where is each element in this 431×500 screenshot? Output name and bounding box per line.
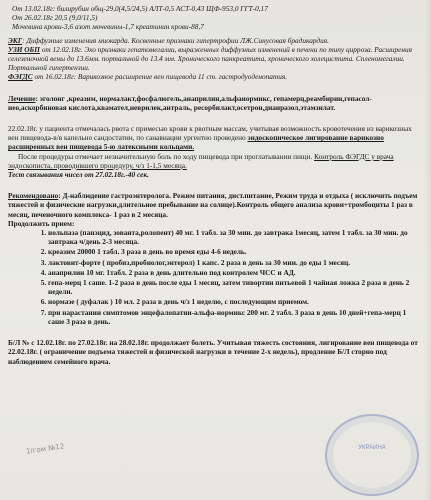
rec-paragraph [8, 191, 423, 219]
medication-list [8, 228, 423, 326]
fegds-label: ФЭГДС [8, 72, 33, 82]
lab-results [8, 4, 423, 32]
official-stamp [325, 414, 419, 496]
rec-label: Рекомендовано [8, 191, 59, 201]
medication-item: 5. гепа-мерц 1 саше. 1-2 раза в день после еды 1 месяц, затем тивортин питьевой 1 чайная ложка 2 раза в день 2 недели. [48, 278, 423, 296]
treatment-paragraph [8, 94, 423, 112]
fegds-paragraph [8, 72, 423, 81]
page-fold-shadow [425, 0, 431, 500]
event-paragraph-2 [8, 152, 423, 170]
lab-line-1: От 13.02.18г: билирубин общ-29,0(4,5/24,5) АЛТ-0,5 АСТ-0,43 ЩФ-953,0 ГГТ-0,17 [12, 4, 268, 13]
medication-item: 3. лактовит-форте ( пробиз,пробиолог,энтерол) 1 капс. 2 раза в день за 30 мин. до еды 1 месяц. [48, 258, 423, 267]
ekg-label: ЭКГ [8, 35, 23, 45]
ekg-paragraph [8, 36, 423, 45]
lab-line-3: Мочевина крови-3,6 азот мочевины-1,7 креатинин крови-88,7 [12, 22, 204, 32]
event-text-2: После процедуры отмечает незначительную боль по ходу пищевода при проглатывании пищи. [18, 151, 315, 161]
sick-leave-text: Б/Л № с 12.02.18г. по 27.02.18г. на 28.02.18г. продолжает болеть. Учитывая тяжесть состояния, лигирование вен пищевода от 22.02.18г. ( ограничение подъема тяжестей и физической нагрузки в течение 2-х недель), продление Б/Л сторно под наблюдением семейного врача. [8, 338, 418, 366]
uzi-label: УЗИ ОБП [8, 44, 40, 54]
recommendations-block [8, 191, 423, 326]
treatment-label: Лечение [8, 93, 36, 103]
ekg-text: : Диффузные изменения миокарда. Косвенные признаки гипертрофии ЛЖ.Синусовая брадикардия. [22, 35, 329, 45]
medication-item: 1. нольпаза (панэцид, зованта,ролопент) 40 мг. 1 табл. за 30 мин. до завтрака 1месяц, затем 1 табл. за 30 мин. до завтрака ч/день 2-3 месяца. [48, 228, 423, 246]
number-test: Тест связывания чисел от 27.02.18г.-40 сек. [8, 170, 149, 180]
medication-item: 6. нормазе ( дуфалак ) 10 мл. 2 раза в день ч/з 1 неделю, с последующим приемом. [48, 297, 423, 306]
event-procedure: эндоскопическое лигирование варикозно расширенных вен пищевода 5-ю латексными кольцами. [8, 133, 384, 152]
footer-block [8, 338, 423, 366]
treatment-text: : эголонг ,креазим, нормалакт,фосфалюгель,анаприлин,альфанормикс, гепамерц,реамбирин,гепасол-нео,аскорбиновая кислота,квамател,неврилек,антраль, ресорбилакт,осетрон,дианразол,этамзилат. [8, 93, 372, 112]
rec-continue: Продолжить прием: [8, 218, 75, 228]
event-block [8, 124, 423, 179]
treatment-block [8, 94, 423, 112]
handwritten-note: 1/гом №12 [25, 442, 65, 456]
event-control: Контроль ФЭГДС у врача эндоскописта, проводившего процедуру, ч/з 1-1,5 месяца. [8, 151, 394, 170]
medication-item: 2. креазим 20000 1 табл. 3 раза в день во время еды 4-6 недель. [48, 247, 423, 256]
exams-block [8, 36, 423, 82]
uzi-paragraph [8, 45, 423, 73]
fegds-text: от 16.02.18г: Варикозное расширение вен пищевода 11 ст. гастродуоденопатия. [32, 72, 288, 82]
lab-line-2: От 26.02.18г 20,5 (9,0/11,5) [12, 13, 98, 23]
medication-item: 4. анаприлин 10 мг. 1табл. 2 раза в день длительно под контролем ЧСС и АД. [48, 268, 423, 277]
rec-text: : Д-наблюдение гастроэнтеролога. Режим питания, дист.питание, Режим труда и отдыха ( исключить подъем тяжестей и физические нагрузки,длительное пребывание на солнце).Контроль общего анализа крови+тромбоциты 1 раз в месяц, печеночного комплекса- 1 раз в 2 месяца. [8, 191, 418, 219]
stamp-text: УКРАИНА [358, 445, 386, 451]
event-paragraph-1 [8, 124, 423, 152]
uzi-text: от 12.02.18г. Эхо признаки гепатомегалии, выраженных диффузных изменений в печени по типу цирроза. Расширения селезеночной вены до 13.6мм. портальной до 13.4 мм. Хронического панкреатита, хронического холецистита. Спленомегалии. Портальной гипертензии. [8, 44, 413, 73]
event-text-1: 22.02.18г. у пациента отмечалась рвота с примесью крови к рвотным массам, учитывая возможность кровотечения из варикозных вен пищевода-в/в капельно сандостатин, по санавиации ургентно проведено [8, 124, 412, 143]
medication-item: 7. при нарастании симптомов энцефалопатии-альфа-нормикс 200 мг. 2 табл. 3 раза в день 10 дней+гепа-мерц 1 саше 3 раза в день. [48, 308, 423, 326]
